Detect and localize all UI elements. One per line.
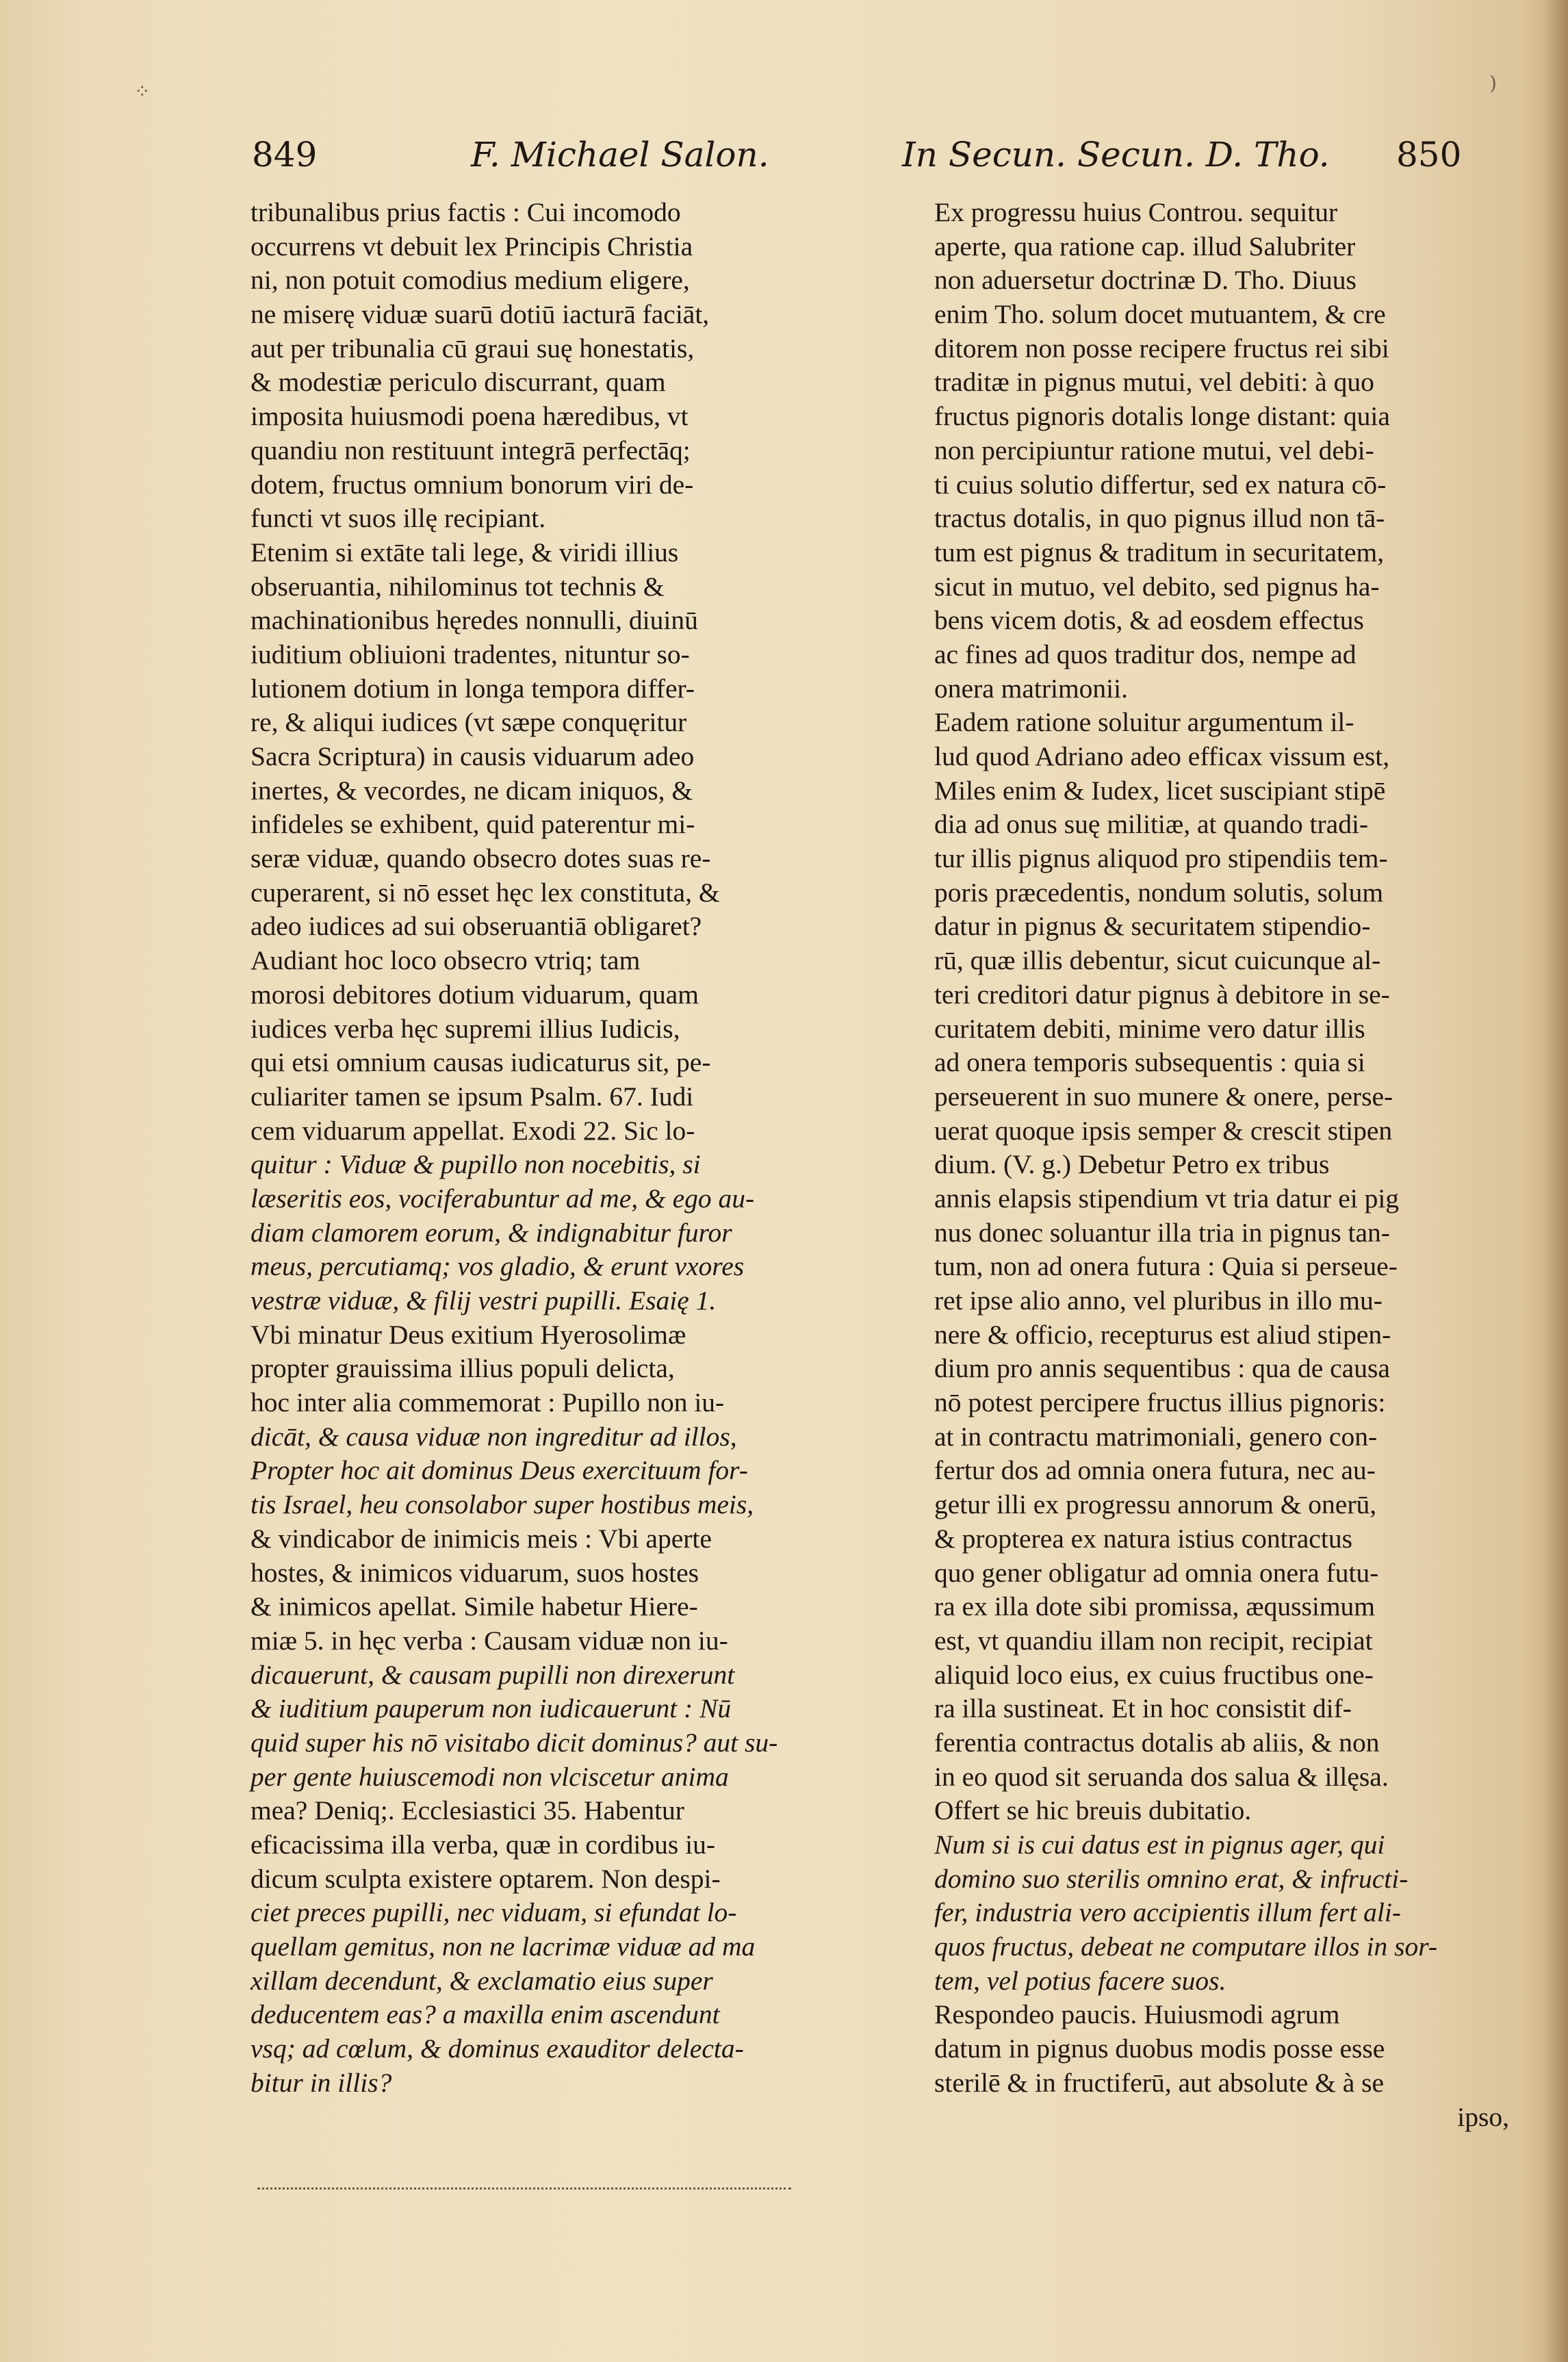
text-line: Offert se hic breuis dubitatio.: [934, 1795, 1252, 1826]
text-line: Propter hoc ait dominus Deus exercituum for-: [250, 1455, 748, 1486]
text-line: dicauerunt, & causam pupilli non direxerunt: [250, 1659, 735, 1690]
text-line: Eadem ratione soluitur argumentum il-: [934, 707, 1354, 738]
text-line: iudices verba hęc supremi illius Iudicis,: [250, 1013, 680, 1044]
text-line: rū, quæ illis debentur, sicut cuicunque al-: [934, 945, 1381, 976]
text-line: eficacissima illa verba, quæ in cordibus iu-: [250, 1830, 715, 1860]
text-line: Miles enim & Iudex, licet suscipiant stipē: [934, 775, 1386, 806]
text-line: tur illis pignus aliquod pro stipendiis tem-: [934, 843, 1388, 874]
text-line: per gente huiuscemodi non vlciscetur anima: [250, 1761, 729, 1792]
text-line: tum est pignus & traditum in securitatem,: [934, 537, 1385, 567]
text-line: Etenim si extāte tali lege, & viridi illius: [250, 537, 679, 567]
text-line: uerat quoque ipsis semper & crescit stipen: [934, 1115, 1393, 1146]
text-line: nō potest percipere fructus illius pignoris:: [934, 1387, 1386, 1418]
text-line: bitur in illis?: [250, 2067, 392, 2098]
text-line: ditorem non posse recipere fructus rei sibi: [934, 333, 1389, 363]
text-line: iuditium obliuioni tradentes, nituntur so-: [250, 639, 690, 669]
text-line: miæ 5. in hęc verba : Causam viduæ non iu-: [250, 1625, 728, 1656]
text-line: fructus pignoris dotalis longe distant: quia: [934, 401, 1390, 432]
text-line: fer, industria vero accipientis illum fert ali-: [934, 1897, 1402, 1928]
text-line: domino suo sterilis omnino erat, & infructi-: [934, 1863, 1409, 1894]
text-line: Vbi minatur Deus exitium Hyerosolimæ: [250, 1319, 686, 1350]
text-line: ciet preces pupilli, nec viduam, si efundat lo-: [250, 1897, 737, 1928]
text-line: Sacra Scriptura) in causis viduarum adeo: [250, 741, 695, 771]
text-line: sicut in mutuo, vel debito, sed pignus ha-: [934, 571, 1380, 602]
text-line: getur illi ex progressu annorum & onerū,: [934, 1489, 1377, 1520]
text-line: non percipiuntur ratione mutui, vel debi-: [934, 435, 1374, 465]
text-line: morosi debitores dotium viduarum, quam: [250, 979, 699, 1010]
text-line: aliquid loco eius, ex cuius fructibus one-: [934, 1659, 1374, 1690]
text-line: datur in pignus & securitatem stipendio-: [934, 911, 1371, 942]
text-line: quellam gemitus, non ne lacrimæ viduæ ad ma: [250, 1931, 756, 1962]
text-line: at in contractu matrimoniali, genero con-: [934, 1421, 1378, 1452]
text-line: teri creditori datur pignus à debitore in se-: [934, 979, 1390, 1010]
text-line: Ex progressu huius Controu. sequitur: [934, 197, 1338, 227]
text-line: ni, non potuit comodius medium eligere,: [250, 265, 690, 296]
page-edge-shadow: [1543, 0, 1568, 2362]
text-line: ti cuius solutio differtur, sed ex natura cō-: [934, 469, 1387, 500]
text-line: enim Tho. solum docet mutuantem, & cre: [934, 299, 1386, 330]
text-line: annis elapsis stipendium vt tria datur ei pig: [934, 1183, 1400, 1214]
text-line: & propterea ex natura istius contractus: [934, 1523, 1352, 1554]
text-line: & vindicabor de inimicis meis : Vbi aperte: [250, 1523, 712, 1554]
text-line: poris præcedentis, nondum solutis, solum: [934, 877, 1384, 908]
text-line: dium pro annis sequentibus : qua de causa: [934, 1353, 1390, 1384]
text-line: xillam decendunt, & exclamatio eius super: [250, 1965, 713, 1996]
text-line: perseuerent in suo munere & onere, perse-: [934, 1081, 1393, 1112]
text-line: quid super his nō visitabo dicit dominus? aut su-: [250, 1727, 778, 1758]
text-line: aperte, qua ratione cap. illud Salubriter: [934, 231, 1356, 261]
text-line: tem, vel potius facere suos.: [934, 1965, 1226, 1996]
text-line: hostes, & inimicos viduarum, suos hostes: [250, 1557, 699, 1588]
text-line: occurrens vt debuit lex Principis Christia: [250, 231, 693, 261]
text-line: vsq; ad cœlum, & dominus exauditor delecta-: [250, 2033, 744, 2064]
text-line: nere & officio, recepturus est aliud stipen-: [934, 1319, 1391, 1350]
left-text-column: [250, 196, 819, 2101]
text-line: infideles se exhibent, quid paterentur mi-: [250, 809, 695, 840]
text-line: ac fines ad quos traditur dos, nempe ad: [934, 639, 1357, 669]
text-line: imposita huiusmodi poena hæredibus, vt: [250, 401, 689, 432]
left-running-title: F. Michael Salon.: [471, 135, 769, 175]
text-line: inertes, & vecordes, ne dicam iniquos, &: [250, 775, 693, 806]
left-page-number: 849: [252, 135, 318, 175]
text-line: Audiant hoc loco obsecro vtriq; tam: [250, 945, 641, 976]
text-line: qui etsi omnium causas iudicaturus sit, pe-: [250, 1047, 711, 1078]
text-line: culiariter tamen se ipsum Psalm. 67. Iudi: [250, 1081, 694, 1112]
text-line: traditæ in pignus mutui, vel debiti: à quo: [934, 367, 1374, 398]
text-line: quos fructus, debeat ne computare illos in sor-: [934, 1931, 1438, 1962]
text-line: tis Israel, heu consolabor super hostibus meis,: [250, 1489, 754, 1520]
text-line: hoc inter alia commemorat : Pupillo non iu-: [250, 1387, 725, 1418]
text-line: machinationibus hęredes nonnulli, diuinū: [250, 605, 698, 636]
right-running-title: In Secun. Secun. D. Tho.: [902, 135, 1330, 175]
text-line: dicāt, & causa viduæ non ingreditur ad illos,: [250, 1421, 737, 1452]
text-line: quo gener obligatur ad omnia onera futu-: [934, 1557, 1379, 1588]
text-line: diam clamorem eorum, & indignabitur furor: [250, 1217, 732, 1248]
text-line: vestræ viduæ, & filij vestri pupilli. Esaię 1.: [250, 1285, 717, 1315]
text-line: aut per tribunalia cū graui suę honestatis,: [250, 333, 695, 363]
text-line: quandiu non restituunt integrā perfectāq;: [250, 435, 691, 465]
text-line: est, vt quandiu illam non recipit, recipiat: [934, 1625, 1373, 1656]
text-line: bens vicem dotis, & ad eosdem effectus: [934, 605, 1364, 636]
text-line: & modestiæ periculo discurrant, quam: [250, 367, 666, 398]
text-line: tractus dotalis, in quo pignus illud non tā-: [934, 503, 1385, 534]
text-line: Num si is cui datus est in pignus ager, qui: [934, 1830, 1385, 1860]
text-line: Respondeo paucis. Huiusmodi agrum: [934, 1999, 1340, 2030]
text-line: & iuditium pauperum non iudicauerunt : Nū: [250, 1693, 732, 1724]
text-line: dicum sculpta existere optarem. Non despi-: [250, 1863, 721, 1894]
text-line: cuperarent, si nō esset hęc lex constituta, &: [250, 877, 720, 908]
column-end-rule: [257, 2187, 791, 2190]
margin-mark: ): [1489, 72, 1497, 94]
text-line: ad onera temporis subsequentis : quia si: [934, 1047, 1365, 1078]
text-line: nus donec soluantur illa tria in pignus tan-: [934, 1217, 1390, 1248]
text-line: tribunalibus prius factis : Cui incomodo: [250, 197, 681, 227]
text-line: adeo iudices ad sui obseruantiā obligaret?: [250, 911, 702, 942]
text-line: sterilē & in fructiferū, aut absolute & à se: [934, 2067, 1385, 2098]
text-line: cem viduarum appellat. Exodi 22. Sic lo-: [250, 1115, 695, 1146]
text-line: datum in pignus duobus modis posse esse: [934, 2033, 1385, 2064]
text-line: ferentia contractus dotalis ab aliis, & non: [934, 1727, 1380, 1758]
margin-speck: ⁘: [134, 80, 151, 103]
text-line: quitur : Viduæ & pupillo non nocebitis, si: [250, 1149, 701, 1180]
text-line: dia ad onus suę militiæ, at quando tradi-: [934, 809, 1369, 840]
text-line: dium. (V. g.) Debetur Petro ex tribus: [934, 1149, 1330, 1180]
text-line: ipso,: [1457, 2101, 1509, 2132]
text-line: functi vt suos illę recipiant.: [250, 503, 546, 534]
text-line: ra illa sustineat. Et in hoc consistit dif-: [934, 1693, 1352, 1724]
text-line: deducentem eas? a maxilla enim ascendunt: [250, 1999, 720, 2030]
text-line: re, & aliqui iudices (vt sæpe conquęritur: [250, 707, 687, 738]
text-line: fertur dos ad omnia onera futura, nec au-: [934, 1455, 1376, 1486]
text-line: obseruantia, nihilominus tot technis &: [250, 571, 665, 602]
text-line: mea? Deniq;. Ecclesiastici 35. Habentur: [250, 1795, 684, 1826]
text-line: dotem, fructus omnium bonorum viri de-: [250, 469, 694, 500]
text-line: & inimicos apellat. Simile habetur Hiere-: [250, 1591, 698, 1622]
text-line: lud quod Adriano adeo efficax vissum est,: [934, 741, 1390, 771]
text-line: non aduersetur doctrinæ D. Tho. Diuus: [934, 265, 1357, 296]
right-page-number: 850: [1396, 135, 1462, 175]
text-line: propter grauissima illius populi delicta,: [250, 1353, 675, 1384]
text-line: meus, percutiamq; vos gladio, & erunt vxores: [250, 1251, 745, 1282]
text-line: in eo quod sit seruanda dos salua & illęsa.: [934, 1761, 1389, 1792]
text-line: curitatem debiti, minime vero datur illis: [934, 1013, 1365, 1044]
right-text-column: [934, 196, 1509, 2134]
text-line: seræ viduæ, quando obsecro dotes suas re-: [250, 843, 711, 874]
text-line: ra ex illa dote sibi promissa, æqussimum: [934, 1591, 1376, 1622]
text-line: læseritis eos, vociferabuntur ad me, & ego au-: [250, 1183, 755, 1214]
text-line: ret ipse alio anno, vel pluribus in illo mu-: [934, 1285, 1383, 1315]
text-line: ne miserę viduæ suarū dotiū iacturā faciāt,: [250, 299, 710, 330]
text-line: onera matrimonii.: [934, 673, 1128, 704]
text-line: lutionem dotium in longa tempora differ-: [250, 673, 695, 704]
text-line: tum, non ad onera futura : Quia si perseue-: [934, 1251, 1398, 1282]
